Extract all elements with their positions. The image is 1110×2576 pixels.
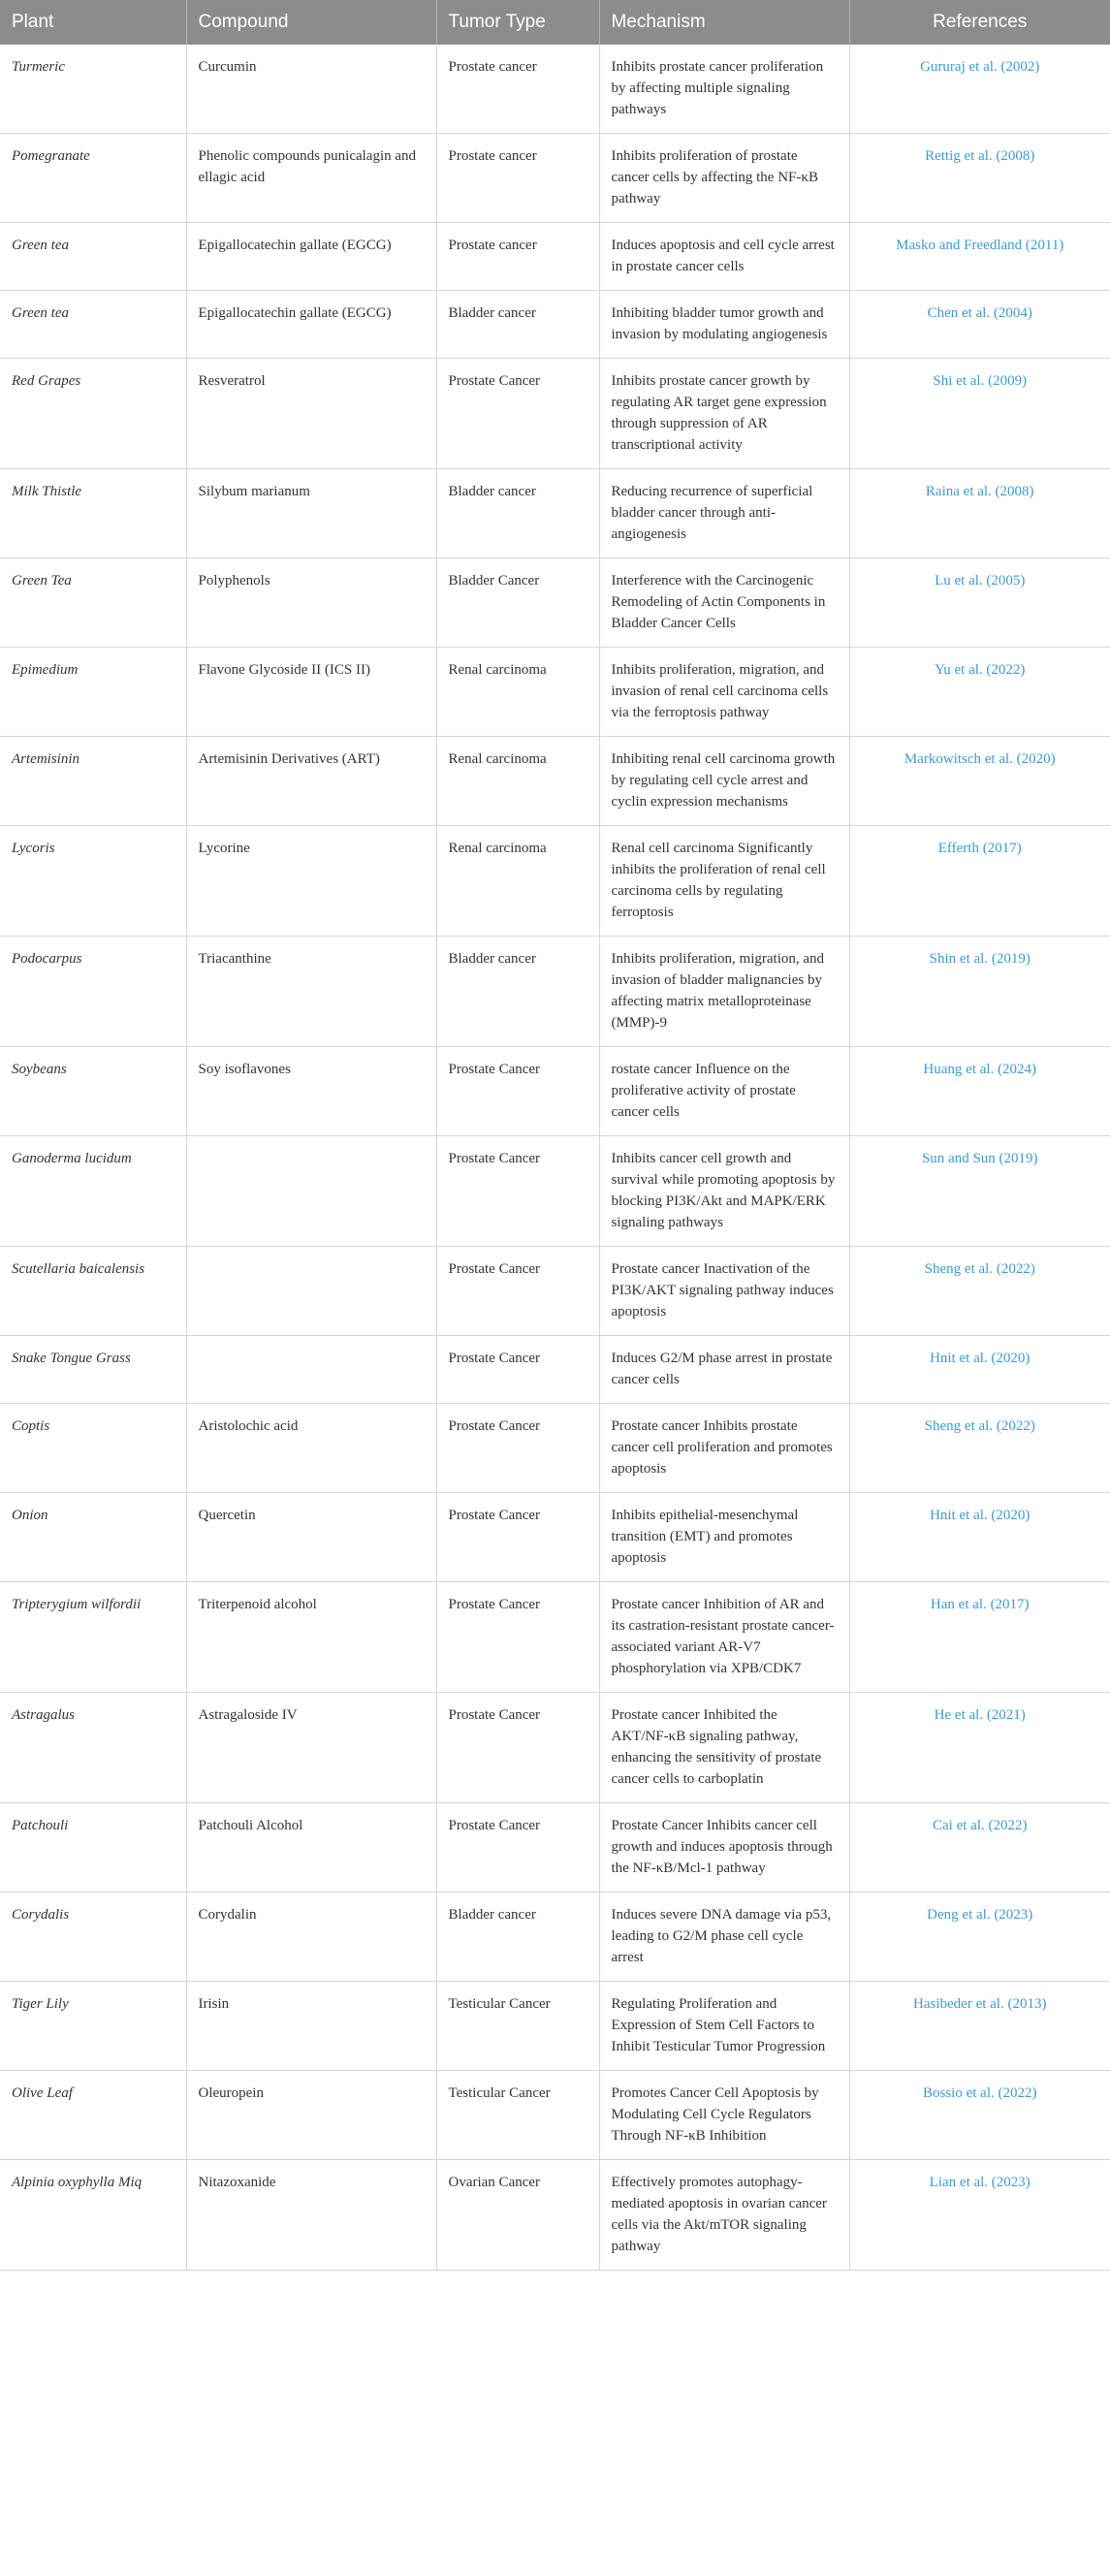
reference-link[interactable]: Hasibeder et al. (2013) — [849, 1982, 1110, 2071]
cell-mechanism: Inhibits prostate cancer proliferation by affecting multiple signaling pathways — [599, 45, 849, 134]
header-mechanism: Mechanism — [599, 0, 849, 45]
cell-plant: Milk Thistle — [0, 469, 186, 558]
cell-compound: Oleuropein — [186, 2071, 436, 2160]
reference-link[interactable]: Lian et al. (2023) — [849, 2160, 1110, 2271]
cell-plant: Scutellaria baicalensis — [0, 1247, 186, 1336]
table-row — [0, 1136, 1110, 1247]
cell-plant: Tiger Lily — [0, 1982, 186, 2071]
cell-tumor-type: Testicular Cancer — [436, 2071, 599, 2160]
header-plant: Plant — [0, 0, 186, 45]
cell-mechanism: Renal cell carcinoma Significantly inhibits the proliferation of renal cell carcinoma cells by regulating ferroptosis — [599, 826, 849, 937]
cell-tumor-type: Prostate Cancer — [436, 1247, 599, 1336]
cell-compound: Resveratrol — [186, 359, 436, 469]
reference-link[interactable]: Hnit et al. (2020) — [849, 1493, 1110, 1582]
header-compound: Compound — [186, 0, 436, 45]
cell-mechanism: Promotes Cancer Cell Apoptosis by Modulating Cell Cycle Regulators Through NF-κB Inhibition — [599, 2071, 849, 2160]
table-row — [0, 1047, 1110, 1136]
cell-mechanism: Reducing recurrence of superficial bladder cancer through anti-angiogenesis — [599, 469, 849, 558]
reference-link[interactable]: Yu et al. (2022) — [849, 648, 1110, 737]
cell-tumor-type: Bladder cancer — [436, 469, 599, 558]
cell-mechanism: Induces severe DNA damage via p53, leading to G2/M phase cell cycle arrest — [599, 1892, 849, 1982]
table-row — [0, 2071, 1110, 2160]
table-row — [0, 1247, 1110, 1336]
cell-compound: Epigallocatechin gallate (EGCG) — [186, 291, 436, 359]
reference-link[interactable]: Sun and Sun (2019) — [849, 1136, 1110, 1247]
cell-tumor-type: Prostate Cancer — [436, 1047, 599, 1136]
table-row — [0, 558, 1110, 648]
cell-mechanism: Inhibits proliferation, migration, and invasion of renal cell carcinoma cells via the ferroptosis pathway — [599, 648, 849, 737]
reference-link[interactable]: Han et al. (2017) — [849, 1582, 1110, 1693]
cell-mechanism: Prostate cancer Inhibits prostate cancer cell proliferation and promotes apoptosis — [599, 1404, 849, 1493]
cell-mechanism: Prostate cancer Inhibited the AKT/NF-κB signaling pathway, enhancing the sensitivity of prostate cancer cells to carboplatin — [599, 1693, 849, 1803]
cell-plant: Green tea — [0, 223, 186, 291]
cell-tumor-type: Renal carcinoma — [436, 648, 599, 737]
cell-plant: Turmeric — [0, 45, 186, 134]
table-row — [0, 469, 1110, 558]
table-header — [0, 0, 1110, 45]
table-row — [0, 1982, 1110, 2071]
cell-tumor-type: Bladder cancer — [436, 1892, 599, 1982]
cell-compound: Triacanthine — [186, 937, 436, 1047]
reference-link[interactable]: Shin et al. (2019) — [849, 937, 1110, 1047]
reference-link[interactable]: Cai et al. (2022) — [849, 1803, 1110, 1892]
cell-plant: Onion — [0, 1493, 186, 1582]
reference-link[interactable]: Bossio et al. (2022) — [849, 2071, 1110, 2160]
cell-tumor-type: Prostate Cancer — [436, 1404, 599, 1493]
cell-tumor-type: Ovarian Cancer — [436, 2160, 599, 2271]
cell-compound: Polyphenols — [186, 558, 436, 648]
cell-plant: Podocarpus — [0, 937, 186, 1047]
header-references: References — [849, 0, 1110, 45]
table-row — [0, 359, 1110, 469]
cell-plant: Pomegranate — [0, 134, 186, 223]
reference-link[interactable]: Gururaj et al. (2002) — [849, 45, 1110, 134]
cell-tumor-type: Prostate cancer — [436, 45, 599, 134]
cell-tumor-type: Prostate Cancer — [436, 359, 599, 469]
cell-plant: Alpinia oxyphylla Miq — [0, 2160, 186, 2271]
reference-link[interactable]: Sheng et al. (2022) — [849, 1404, 1110, 1493]
cell-tumor-type: Prostate Cancer — [436, 1493, 599, 1582]
reference-link[interactable]: He et al. (2021) — [849, 1693, 1110, 1803]
cell-mechanism: Interference with the Carcinogenic Remodeling of Actin Components in Bladder Cancer Cells — [599, 558, 849, 648]
table-row — [0, 826, 1110, 937]
reference-link[interactable]: Huang et al. (2024) — [849, 1047, 1110, 1136]
cell-plant: Astragalus — [0, 1693, 186, 1803]
cell-tumor-type: Testicular Cancer — [436, 1982, 599, 2071]
cell-compound: Phenolic compounds punicalagin and ellagic acid — [186, 134, 436, 223]
cell-mechanism: Inhibiting renal cell carcinoma growth by regulating cell cycle arrest and cyclin expression mechanisms — [599, 737, 849, 826]
header-row — [0, 0, 1110, 45]
table-row — [0, 45, 1110, 134]
cell-mechanism: Regulating Proliferation and Expression of Stem Cell Factors to Inhibit Testicular Tumor Progression — [599, 1982, 849, 2071]
reference-link[interactable]: Raina et al. (2008) — [849, 469, 1110, 558]
cell-plant: Green tea — [0, 291, 186, 359]
cell-plant: Red Grapes — [0, 359, 186, 469]
reference-link[interactable]: Efferth (2017) — [849, 826, 1110, 937]
cell-compound: Silybum marianum — [186, 469, 436, 558]
cell-compound: Astragaloside IV — [186, 1693, 436, 1803]
cell-plant: Snake Tongue Grass — [0, 1336, 186, 1404]
cell-compound: Artemisinin Derivatives (ART) — [186, 737, 436, 826]
cell-mechanism: Induces apoptosis and cell cycle arrest in prostate cancer cells — [599, 223, 849, 291]
table-row — [0, 1336, 1110, 1404]
table-row — [0, 134, 1110, 223]
header-tumor-type: Tumor Type — [436, 0, 599, 45]
cell-mechanism: Inhibits cancer cell growth and survival while promoting apoptosis by blocking PI3K/Akt and MAPK/ERK signaling pathways — [599, 1136, 849, 1247]
table-row — [0, 1493, 1110, 1582]
table-body — [0, 45, 1110, 2271]
cell-tumor-type: Bladder Cancer — [436, 558, 599, 648]
cell-compound — [186, 1247, 436, 1336]
cell-tumor-type: Renal carcinoma — [436, 737, 599, 826]
table-row — [0, 737, 1110, 826]
cell-tumor-type: Bladder cancer — [436, 291, 599, 359]
cell-mechanism: Inhibiting bladder tumor growth and invasion by modulating angiogenesis — [599, 291, 849, 359]
cell-plant: Tripterygium wilfordii — [0, 1582, 186, 1693]
cell-tumor-type: Renal carcinoma — [436, 826, 599, 937]
table-row — [0, 1803, 1110, 1892]
cell-mechanism: Prostate cancer Inactivation of the PI3K/AKT signaling pathway induces apoptosis — [599, 1247, 849, 1336]
cell-mechanism: rostate cancer Influence on the proliferative activity of prostate cancer cells — [599, 1047, 849, 1136]
cell-tumor-type: Prostate Cancer — [436, 1336, 599, 1404]
cell-compound: Quercetin — [186, 1493, 436, 1582]
reference-link[interactable]: Deng et al. (2023) — [849, 1892, 1110, 1982]
reference-link[interactable]: Markowitsch et al. (2020) — [849, 737, 1110, 826]
cell-compound — [186, 1336, 436, 1404]
cell-plant: Coptis — [0, 1404, 186, 1493]
cell-compound: Nitazoxanide — [186, 2160, 436, 2271]
cell-compound: Soy isoflavones — [186, 1047, 436, 1136]
cell-tumor-type: Prostate Cancer — [436, 1693, 599, 1803]
cell-tumor-type: Prostate cancer — [436, 134, 599, 223]
reference-link[interactable]: Lu et al. (2005) — [849, 558, 1110, 648]
reference-link[interactable]: Chen et al. (2004) — [849, 291, 1110, 359]
cell-plant: Green Tea — [0, 558, 186, 648]
cell-compound: Triterpenoid alcohol — [186, 1582, 436, 1693]
cell-compound: Epigallocatechin gallate (EGCG) — [186, 223, 436, 291]
cell-plant: Artemisinin — [0, 737, 186, 826]
table-row — [0, 291, 1110, 359]
reference-link[interactable]: Shi et al. (2009) — [849, 359, 1110, 469]
cell-plant: Corydalis — [0, 1892, 186, 1982]
table-row — [0, 223, 1110, 291]
cell-compound: Flavone Glycoside II (ICS II) — [186, 648, 436, 737]
cell-compound: Lycorine — [186, 826, 436, 937]
cell-tumor-type: Bladder cancer — [436, 937, 599, 1047]
cell-plant: Soybeans — [0, 1047, 186, 1136]
reference-link[interactable]: Sheng et al. (2022) — [849, 1247, 1110, 1336]
table-row — [0, 1582, 1110, 1693]
cell-plant: Lycoris — [0, 826, 186, 937]
cell-mechanism: Induces G2/M phase arrest in prostate cancer cells — [599, 1336, 849, 1404]
cell-plant: Patchouli — [0, 1803, 186, 1892]
reference-link[interactable]: Hnit et al. (2020) — [849, 1336, 1110, 1404]
table-row — [0, 648, 1110, 737]
cell-compound: Aristolochic acid — [186, 1404, 436, 1493]
cell-compound — [186, 1136, 436, 1247]
cell-plant: Olive Leaf — [0, 2071, 186, 2160]
reference-link[interactable]: Masko and Freedland (2011) — [849, 223, 1110, 291]
cell-mechanism: Effectively promotes autophagy-mediated apoptosis in ovarian cancer cells via the Akt/mTOR signaling pathway — [599, 2160, 849, 2271]
reference-link[interactable]: Rettig et al. (2008) — [849, 134, 1110, 223]
cell-mechanism: Inhibits proliferation of prostate cancer cells by affecting the NF-κB pathway — [599, 134, 849, 223]
cell-plant: Epimedium — [0, 648, 186, 737]
cell-compound: Corydalin — [186, 1892, 436, 1982]
cell-tumor-type: Prostate Cancer — [436, 1136, 599, 1247]
cell-compound: Patchouli Alcohol — [186, 1803, 436, 1892]
table-row — [0, 937, 1110, 1047]
cell-compound: Curcumin — [186, 45, 436, 134]
table-row — [0, 1892, 1110, 1982]
cell-mechanism: Prostate cancer Inhibition of AR and its castration-resistant prostate cancer-associated variant AR-V7 phosphorylation via XPB/CDK7 — [599, 1582, 849, 1693]
cell-plant: Ganoderma lucidum — [0, 1136, 186, 1247]
table-row — [0, 2160, 1110, 2271]
cell-tumor-type: Prostate Cancer — [436, 1803, 599, 1892]
cell-mechanism: Inhibits prostate cancer growth by regulating AR target gene expression through suppression of AR transcriptional activity — [599, 359, 849, 469]
table-row — [0, 1693, 1110, 1803]
table-row — [0, 1404, 1110, 1493]
cell-mechanism: Inhibits proliferation, migration, and invasion of bladder malignancies by affecting matrix metalloproteinase (MMP)-9 — [599, 937, 849, 1047]
cell-compound: Irisin — [186, 1982, 436, 2071]
cell-tumor-type: Prostate cancer — [436, 223, 599, 291]
cell-mechanism: Prostate Cancer Inhibits cancer cell growth and induces apoptosis through the NF-κB/Mcl-1 pathway — [599, 1803, 849, 1892]
cell-mechanism: Inhibits epithelial-mesenchymal transition (EMT) and promotes apoptosis — [599, 1493, 849, 1582]
cell-tumor-type: Prostate Cancer — [436, 1582, 599, 1693]
